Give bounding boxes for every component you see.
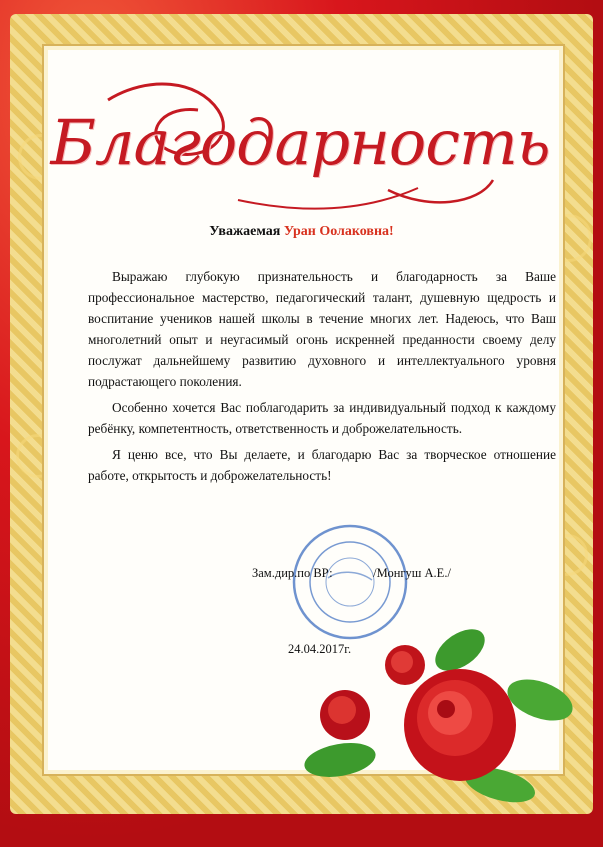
greeting-prefix: Уважаемая [209, 224, 281, 239]
roses-decoration [290, 610, 590, 810]
document-date: 24.04.2017г. [288, 642, 352, 656]
greeting [0, 224, 603, 240]
body-paragraph: Выражаю глубокую признательность и благодарность за Ваше профессиональное мастерство, педагогический талант, душевную щедрость и воспитание учеников нашей школы в течение многих лет. Надеюсь, что Ваш многолетний опыт и неугасимый огонь искренней преданности своему делу послужат дальнейшему развитию духовного и интеллектуального уровня подрастающего поколения. [88, 269, 556, 389]
body-paragraph: Особенно хочется Вас поблагодарить за индивидуальный подход к каждому ребёнку, компетентность, ответственность и доброжелательность. [88, 400, 556, 436]
signature-line: Зам.дир.по ВР: /Монгуш А.Е./ [252, 566, 451, 580]
recipient-name: Уран Оолаковна! [283, 224, 394, 239]
document-title: Благодарность [50, 105, 550, 179]
letter-body [88, 266, 556, 491]
body-paragraph: Я ценю все, что Вы делаете, и благодарю Вас за творческое отношение работе, открытость и доброжелательность! [88, 447, 556, 483]
